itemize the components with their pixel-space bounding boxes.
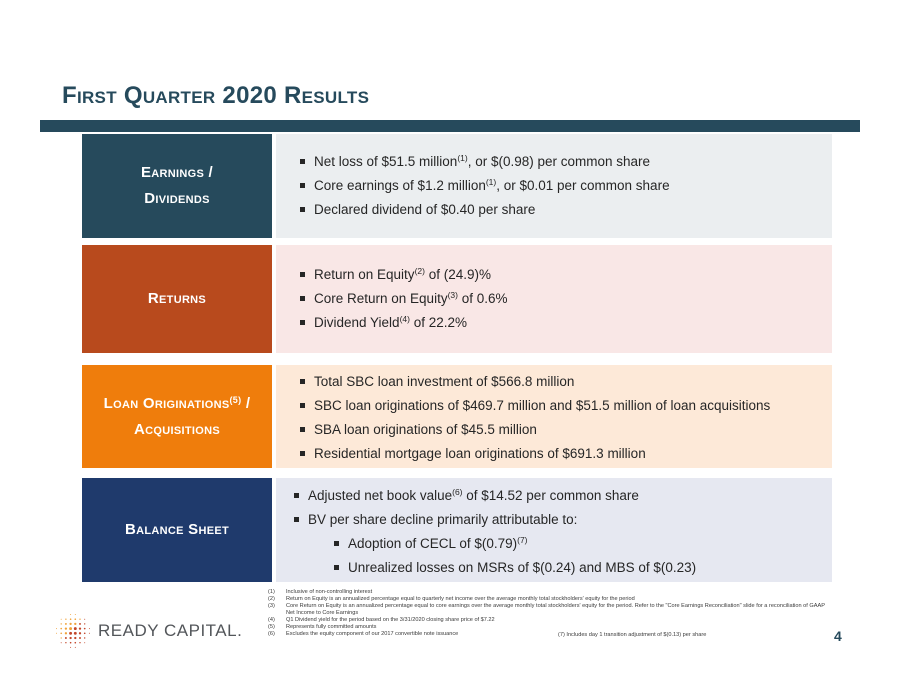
page-number: 4 bbox=[834, 628, 842, 644]
section-label: Loan Originations$^{(5)}$ / Acquisitions bbox=[82, 365, 272, 468]
page-title: First Quarter 2020 Results bbox=[62, 82, 370, 109]
bullet-list bbox=[276, 263, 832, 335]
section-label-line1: Earnings / bbox=[140, 164, 214, 181]
section-label-line1: Returns bbox=[147, 290, 207, 307]
bullet-item: SBA loan originations of $45.5 million bbox=[276, 418, 832, 442]
section-label-line1: Loan Originations bbox=[103, 394, 230, 412]
section-label-line2: Dividends bbox=[144, 190, 210, 207]
bullet-item: Declared dividend of $0.40 per share bbox=[276, 198, 832, 222]
section-balance-sheet bbox=[82, 478, 832, 582]
section-loan-originations bbox=[82, 365, 832, 468]
ready-capital-logo-icon bbox=[54, 612, 92, 650]
footnotes bbox=[268, 589, 828, 638]
bullet-list bbox=[276, 370, 832, 466]
section-label-line2: Acquisitions bbox=[134, 420, 220, 438]
bullet-item: Core earnings of $1.2 million$^{(1)}$, or $0.01 per common share bbox=[276, 174, 832, 198]
footnote: (4) Q1 Dividend yield for the period based on the 3/31/2020 closing share price of $7.22 bbox=[268, 617, 495, 623]
footnote: (3) Core Return on Equity is an annualized percentage equal to core earnings over the average monthly total stockholders' equity for the period. Refer to the "Core Earnings Reconciliation" slide for a reconciliation of GAAP Net Income to Core Earnings bbox=[268, 603, 825, 616]
section-body bbox=[276, 245, 832, 353]
bullet-list bbox=[276, 484, 832, 580]
bullet-item: Return on Equity$^{(2)}$ of (24.9)% bbox=[276, 263, 832, 287]
bullet-item: BV per share decline primarily attributable to: bbox=[276, 508, 832, 532]
logo-text: READY CAPITAL. bbox=[98, 621, 243, 640]
section-label bbox=[82, 245, 272, 353]
bullet-item: Core Return on Equity$^{(3)}$ of 0.6% bbox=[276, 287, 832, 311]
footnote: (1) Inclusive of non-controlling interest bbox=[268, 589, 373, 595]
footnote: (2) Return on Equity is an annualized percentage equal to quarterly net income over the average monthly total stockholders' equity for the period bbox=[268, 596, 635, 602]
title-divider-bar bbox=[40, 120, 860, 132]
section-label bbox=[82, 134, 272, 238]
section-earnings-dividends bbox=[82, 134, 832, 238]
section-body bbox=[276, 134, 832, 238]
bullet-item: Net loss of $51.5 million$^{(1)}$, or $(0.98) per common share bbox=[276, 150, 832, 174]
section-label-line1: Balance Sheet bbox=[124, 521, 230, 538]
footnote: (5) Represents fully committed amounts bbox=[268, 624, 377, 630]
sub-bullet-item: Adoption of CECL of $\$(0.79)^{(7)}$ bbox=[276, 532, 832, 556]
footnote-7: (7) Includes day 1 transition adjustment of $(0.13) per share bbox=[558, 632, 707, 638]
bullet-list bbox=[276, 150, 832, 222]
company-logo bbox=[54, 612, 242, 650]
section-label bbox=[82, 478, 272, 582]
section-returns bbox=[82, 245, 832, 353]
bullet-item: SBC loan originations of $469.7 million and $51.5 million of loan acquisitions bbox=[276, 394, 832, 418]
sub-bullet-item: Unrealized losses on MSRs of $(0.24) and MBS of $(0.23) bbox=[276, 556, 832, 580]
bullet-item: Total SBC loan investment of $566.8 million bbox=[276, 370, 832, 394]
section-body bbox=[276, 478, 832, 582]
bullet-item: Residential mortgage loan originations of $691.3 million bbox=[276, 442, 832, 466]
bullet-item: Dividend Yield$^{(4)}$ of 22.2% bbox=[276, 311, 832, 335]
footnote: (6) Excludes the equity component of our 2017 convertible note issuance bbox=[268, 631, 459, 637]
section-body bbox=[276, 365, 832, 468]
bullet-item: Adjusted net book value$^{(6)}$ of $14.52 per common share bbox=[276, 484, 832, 508]
